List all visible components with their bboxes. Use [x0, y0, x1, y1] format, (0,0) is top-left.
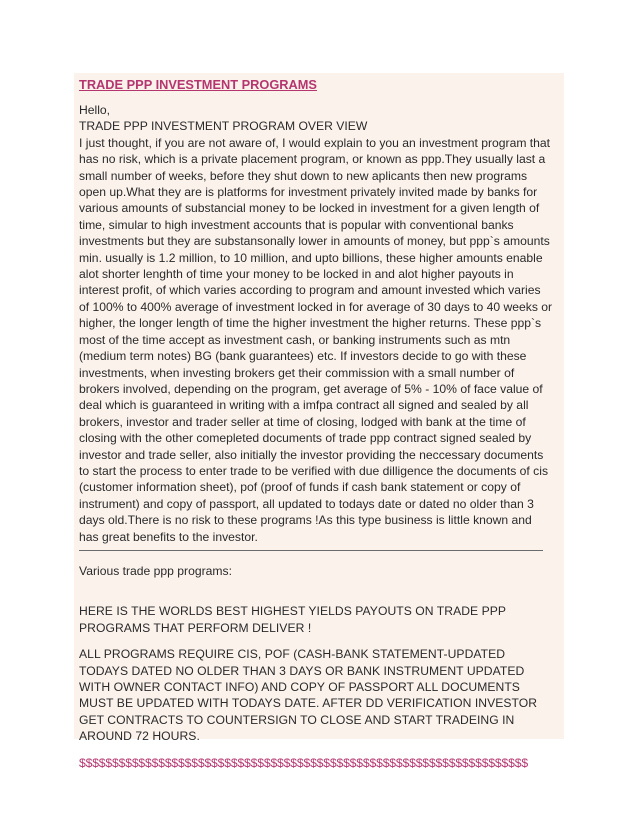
text-line: deal which is guaranteed in writing with a imfpa contract all signed and sealed by all — [79, 398, 529, 413]
text-line: MUST BE UPDATED WITH TODAYS DATE. AFTER DD VERIFICATION INVESTOR — [79, 696, 538, 711]
text-line: brokers, investor and trader seller at time of closing, lodged with bank at the time of — [79, 414, 526, 429]
text-line: time, simular to high investment accounts that is popular with conventional banks — [79, 217, 514, 232]
text-line: (customer information sheet), pof (proof of funds if cash bank statement or copy of — [79, 480, 521, 495]
text-line: instrument) and copy of passport, all updated to todays date or dated no older than 3 — [79, 496, 534, 511]
text-line: higher, the longer length of time the higher investment the higher returns. These ppp`s — [79, 316, 542, 331]
best-yields-paragraph — [79, 603, 563, 636]
text-line: interest profit, of which varies according to program and amount invested which varies — [79, 283, 541, 298]
text-line: PROGRAMS THAT PERFORM DELIVER ! — [79, 620, 312, 635]
intro-paragraph — [79, 102, 563, 545]
text-line: HERE IS THE WORLDS BEST HIGHEST YIELDS PAYOUTS ON TRADE PPP — [79, 604, 507, 619]
text-line: has great benefits to the investor. — [79, 529, 258, 544]
section-heading: Various trade ppp programs: — [79, 563, 232, 578]
text-line: closing with the other comepleted documents of trade ppp contract signed sealed by — [79, 431, 532, 446]
text-line: I just thought, if you are not aware of, I would explain to you an investment program that — [79, 135, 551, 150]
text-line: (medium term notes) BG (bank guarantees) etc. If investors decide to go with these — [79, 349, 527, 364]
text-line: investor and trade seller, also initially the investor providing the neccessary documents — [79, 447, 544, 462]
text-line: TODAYS DATED NO OLDER THAN 3 DAYS OR BANK INSTRUMENT UPDATED — [79, 663, 525, 678]
requirements-paragraph — [79, 646, 563, 744]
text-line: of 100% to 400% average of investment locked in for average of 30 days to 40 weeks or — [79, 299, 553, 314]
dollar-sign-line: $$$$$$$$$$$$$$$$$$$$$$$$$$$$$$$$$$$$$$$$$$$$$$$$$$$$$$$$$$$$$$$$$$$$ — [79, 755, 528, 770]
text-line: Hello, — [79, 103, 111, 117]
document-body — [79, 76, 563, 771]
text-line: various amounts of substancial money to be locked in investment for a given length of — [79, 201, 540, 216]
text-line: investments but they are substansonally lower in amounts of money, but ppp`s amounts — [79, 234, 550, 249]
text-line: WITH OWNER CONTACT INFO) AND COPY OF PASSPORT ALL DOCUMENTS — [79, 680, 520, 694]
text-line: has no risk, which is a private placement program, or known as ppp.They usually last a — [79, 152, 546, 167]
document-title: TRADE PPP INVESTMENT PROGRAMS — [79, 77, 317, 92]
text-line: most of the time accept as investment cash, or banking instruments such as mtn — [79, 332, 511, 347]
text-line: small number of weeks, before they shut down to new aplicants then new programs — [79, 168, 528, 183]
text-line: investments, when investing brokers get their commission with a small number of — [79, 365, 515, 380]
text-line: brokers involved, depending on the program, get average of 5% - 10% of face value of — [79, 381, 543, 396]
text-line: AROUND 72 HOURS. — [79, 729, 200, 744]
text-line: ALL PROGRAMS REQUIRE CIS, POF (CASH-BANK STATEMENT-UPDATED — [79, 647, 506, 662]
text-line: days old.There is no risk to these programs !As this type business is little known and — [79, 513, 532, 528]
text-line: alot shorter lenghth of time your money to be locked in and alot higher payouts in — [79, 267, 514, 282]
text-line: GET CONTRACTS TO COUNTERSIGN TO CLOSE AND START TRADEING IN — [79, 712, 515, 727]
text-line: min. usually is 1.2 million, to 10 million, and upto billions, these higher amounts enable — [79, 250, 543, 265]
text-line: TRADE PPP INVESTMENT PROGRAM OVER VIEW — [79, 119, 368, 134]
text-line: open up.What they are is platforms for investment privately invited made by banks for — [79, 185, 538, 200]
text-line: to start the process to enter trade to be verified with due dilligence the documents of cis — [79, 463, 549, 478]
